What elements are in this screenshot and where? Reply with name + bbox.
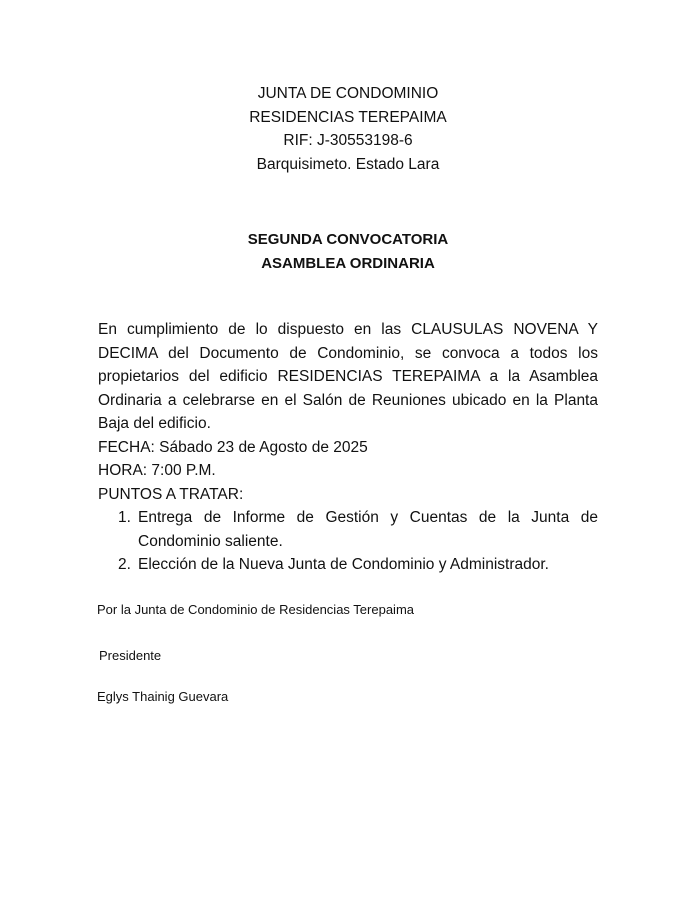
signature-intro: Por la Junta de Condominio de Residencias Terepaima (97, 602, 415, 617)
rif-number: RIF: J-30553198-6 (283, 132, 413, 149)
agenda-item (98, 506, 598, 553)
agenda-item-text: Entrega de Informe de Gestión y Cuentas de la Junta de Condominio saliente. (138, 509, 598, 550)
agenda-item-text: Elección de la Nueva Junta de Condominio y Administrador. (138, 556, 549, 573)
letterhead (0, 82, 696, 176)
title-line-2: ASAMBLEA ORDINARIA (261, 254, 435, 272)
signer-name: Eglys Thainig Guevara (97, 689, 229, 704)
body-section (98, 318, 598, 577)
agenda-list (98, 506, 598, 577)
title-line-1: SEGUNDA CONVOCATORIA (247, 231, 449, 248)
org-name: JUNTA DE CONDOMINIO (257, 85, 439, 102)
signer-title: Presidente (99, 648, 162, 663)
agenda-item (98, 553, 598, 577)
puntos-label: PUNTOS A TRATAR: (98, 485, 244, 503)
building-name: RESIDENCIAS TEREPAIMA (249, 108, 447, 126)
agenda-item-number: 2. (118, 556, 131, 573)
hora-line: HORA: 7:00 P.M. (98, 462, 216, 479)
document-title (0, 228, 696, 275)
agenda-item-number: 1. (118, 509, 131, 526)
main-paragraph: En cumplimiento de lo dispuesto en las CLAUSULAS NOVENA Y DECIMA del Documento de Condominio, se convoca a todos los propietarios del edificio RESIDENCIAS TEREPAIMA a la Asamblea Ordinaria a celebrarse en el Salón de Reuniones ubicado en la Planta Baja del edificio. (98, 321, 598, 432)
location: Barquisimeto. Estado Lara (256, 155, 440, 173)
fecha-line: FECHA: Sábado 23 de Agosto de 2025 (98, 438, 368, 456)
